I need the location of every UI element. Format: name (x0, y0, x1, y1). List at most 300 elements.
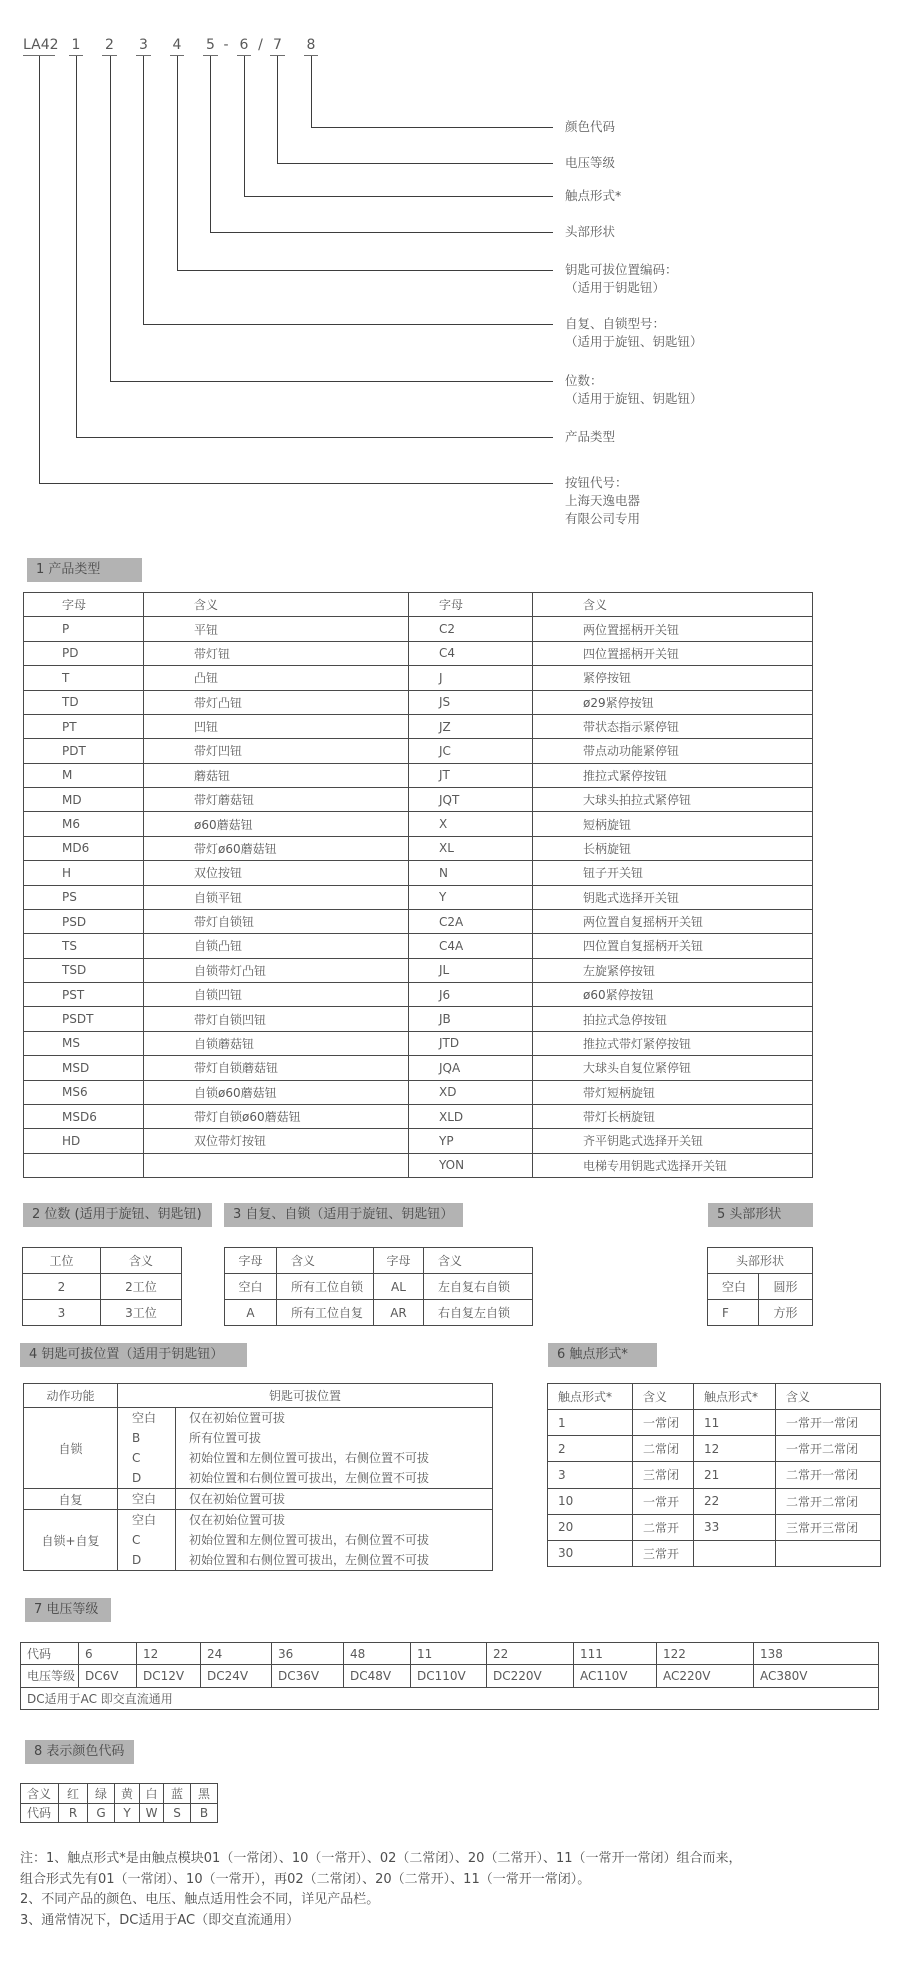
cell: Y (115, 1803, 140, 1823)
cell: JB (409, 1007, 533, 1031)
cell: 拍拉式急停按钮 (533, 1007, 813, 1031)
table-row (24, 1104, 813, 1128)
cell: M6 (24, 812, 144, 836)
cell: TS (24, 934, 144, 958)
cell: 含义 (21, 1784, 59, 1804)
cell: PSDT (24, 1007, 144, 1031)
cell: 含义 (633, 1384, 694, 1410)
table-row (24, 1153, 813, 1177)
model-code-segment: 6 (237, 36, 251, 56)
table-row (21, 1803, 218, 1823)
cell: J6 (409, 983, 533, 1007)
callout-vertical-line (244, 56, 245, 196)
cell: PD (24, 641, 144, 665)
cell: 自锁ø60蘑菇钮 (144, 1080, 409, 1104)
head-shape-table (707, 1247, 813, 1326)
callout-label-line: （适用于旋钮、钥匙钮） (565, 334, 703, 349)
cell: 138 (754, 1643, 879, 1665)
cell: 带灯自锁凹钮 (144, 1007, 409, 1031)
code-row (21, 1643, 879, 1665)
cell: T (24, 666, 144, 690)
cell: ø60蘑菇钮 (144, 812, 409, 836)
cell: DC48V (344, 1665, 411, 1687)
cell: JZ (409, 714, 533, 738)
cell: 2工位 (101, 1274, 182, 1300)
cell: AC110V (574, 1665, 657, 1687)
footnote-line: 组合形式先有01（一常闭）、10（一常开），再02（二常闭）、20（二常开）、11（一常开一常闭）。 (20, 1871, 591, 1887)
cell: G (88, 1803, 115, 1823)
key-code: C (132, 1451, 141, 1465)
cell: 红 (59, 1784, 88, 1804)
cell: 21 (694, 1462, 776, 1488)
section3-badge: 3 自复、自锁（适用于旋钮、钥匙钮） (224, 1203, 463, 1227)
cell: PST (24, 983, 144, 1007)
key-code: C (132, 1533, 141, 1547)
cell: 二常开二常闭 (776, 1488, 881, 1514)
callout-label-line: 产品类型 (565, 429, 616, 444)
cell: 齐平钥匙式选择开关钮 (533, 1129, 813, 1153)
function-block-row (24, 1489, 493, 1510)
cell: 带点动功能紧停钮 (533, 739, 813, 763)
cell: 钮子开关钮 (533, 861, 813, 885)
model-code-segment: 2 (102, 36, 117, 56)
cell: 10 (548, 1488, 633, 1514)
footnote-line: 3、通常情况下，DC适用于AC（即交直流通用） (20, 1912, 300, 1928)
callout-label-line: 有限公司专用 (565, 511, 641, 526)
cell: 代码 (21, 1643, 79, 1665)
model-code-segment: 3 (136, 36, 151, 56)
callout-label (565, 261, 678, 297)
cell: JC (409, 739, 533, 763)
cell: 含义 (424, 1248, 533, 1274)
cell: AL (374, 1274, 424, 1300)
cell (776, 1540, 881, 1566)
cell: 带灯自锁钮 (144, 909, 409, 933)
cell: 自锁凹钮 (144, 983, 409, 1007)
cell: 二常开一常闭 (776, 1462, 881, 1488)
cell: H (24, 861, 144, 885)
cell: JQT (409, 788, 533, 812)
table-row (24, 812, 813, 836)
cell: 一常闭 (633, 1410, 694, 1436)
cell: 电梯专用钥匙式选择开关钮 (533, 1153, 813, 1177)
product-type-table (23, 592, 813, 1178)
key-code: 空白 (132, 1492, 157, 1506)
key-desc: 初始位置和右侧位置可拔出，左侧位置不可拔 (189, 1553, 430, 1567)
cell: 右自复左自锁 (424, 1300, 533, 1326)
cell: 推拉式带灯紧停按钮 (533, 1031, 813, 1055)
function-block-row (24, 1408, 493, 1489)
cell: 双位带灯按钮 (144, 1129, 409, 1153)
section8-badge: 8 表示颜色代码 (25, 1740, 134, 1764)
note-row (21, 1687, 879, 1709)
model-code-segment: / (258, 37, 263, 53)
callout-horizontal-line (277, 163, 553, 164)
cell: 空白 (225, 1274, 277, 1300)
cell: 6 (79, 1643, 137, 1665)
table-row (24, 1080, 813, 1104)
cell: 黑 (191, 1784, 218, 1804)
cell (176, 1408, 493, 1489)
section2-badge: 2 位数 (适用于旋钮、钥匙钮) (23, 1203, 212, 1227)
cell: 2 (548, 1436, 633, 1462)
cell: 带灯凹钮 (144, 739, 409, 763)
cell: 自复 (24, 1489, 118, 1510)
key-desc: 初始位置和左侧位置可拔出，右侧位置不可拔 (189, 1451, 430, 1465)
cell: AC220V (657, 1665, 754, 1687)
cell: 自锁+自复 (24, 1510, 118, 1571)
model-code-segment: 7 (270, 36, 285, 56)
model-number-diagram (0, 0, 900, 545)
section6-badge: 6 触点形式* (548, 1343, 657, 1367)
callout-label-line: 位数： (565, 373, 603, 388)
cell: JL (409, 958, 533, 982)
footnote-line: 注：1、触点形式*是由触点模块01（一常闭）、10（一常开）、02（二常闭）、20（二常开）、11（一常开一常闭）组合而来， (20, 1851, 742, 1866)
callout-horizontal-line (76, 437, 553, 438)
callout-label (565, 315, 703, 351)
table-row (548, 1462, 881, 1488)
callout-label (565, 428, 615, 446)
cell: 代码 (21, 1803, 59, 1823)
header-row (24, 593, 813, 617)
callout-horizontal-line (210, 232, 553, 233)
cell: 自锁平钮 (144, 885, 409, 909)
cell: HD (24, 1129, 144, 1153)
table-row (24, 836, 813, 860)
table-row (24, 690, 813, 714)
table-row (24, 1007, 813, 1031)
cell (176, 1510, 493, 1571)
table-row (24, 714, 813, 738)
cell: 工位 (23, 1248, 101, 1274)
table-row (23, 1300, 182, 1326)
table-row (225, 1300, 533, 1326)
cell: AR (374, 1300, 424, 1326)
cell: X (409, 812, 533, 836)
callout-label-line: 钥匙可拔位置编码： (565, 262, 678, 277)
cell: 带灯自锁蘑菇钮 (144, 1056, 409, 1080)
cell: 短柄旋钮 (533, 812, 813, 836)
callout-label-line: 触点形式* (565, 188, 622, 203)
cell: TSD (24, 958, 144, 982)
cell (118, 1408, 176, 1489)
cell: 二常闭 (633, 1436, 694, 1462)
cell: 蓝 (164, 1784, 191, 1804)
cell: P (24, 617, 144, 641)
section5-badge: 5 头部形状 (708, 1203, 813, 1227)
cell (144, 1153, 409, 1177)
cell: 凹钮 (144, 714, 409, 738)
cell: 24 (201, 1643, 272, 1665)
table-row (225, 1274, 533, 1300)
cell: 大球头自复位紧停钮 (533, 1056, 813, 1080)
header-row (225, 1248, 533, 1274)
cell: 20 (548, 1514, 633, 1540)
cell: A (225, 1300, 277, 1326)
section7-badge: 7 电压等级 (25, 1598, 111, 1622)
callout-label (565, 372, 703, 408)
cell: 11 (411, 1643, 487, 1665)
table-row (548, 1410, 881, 1436)
cell: M (24, 763, 144, 787)
cell: YP (409, 1129, 533, 1153)
table-row (24, 1129, 813, 1153)
cell: 三常开三常闭 (776, 1514, 881, 1540)
cell: 48 (344, 1643, 411, 1665)
table-row (548, 1540, 881, 1566)
table-row (24, 1031, 813, 1055)
cell: 一常开一常闭 (776, 1410, 881, 1436)
cell: 凸钮 (144, 666, 409, 690)
cell: 1 (548, 1410, 633, 1436)
callout-vertical-line (143, 56, 144, 324)
cell: 方形 (759, 1300, 813, 1326)
key-desc: 仅在初始位置可拔 (189, 1411, 286, 1425)
cell: 两位置摇柄开关钮 (533, 617, 813, 641)
cell: DC36V (272, 1665, 344, 1687)
cell: AC380V (754, 1665, 879, 1687)
cell: 自锁蘑菇钮 (144, 1031, 409, 1055)
key-code: 空白 (132, 1411, 157, 1425)
cell: 2 (23, 1274, 101, 1300)
cell: 四位置摇柄开关钮 (533, 641, 813, 665)
cell: 三常闭 (633, 1462, 694, 1488)
table-row (24, 763, 813, 787)
key-code: 空白 (132, 1513, 157, 1527)
model-code-segment: 8 (304, 36, 318, 56)
cell: MSD (24, 1056, 144, 1080)
cell: 带灯ø60蘑菇钮 (144, 836, 409, 860)
cell: Y (409, 885, 533, 909)
table-row (21, 1784, 218, 1804)
callout-label (565, 187, 621, 205)
table-row (24, 983, 813, 1007)
cell: 含义 (144, 593, 409, 617)
cell: 字母 (24, 593, 144, 617)
callout-label-line: 电压等级 (565, 155, 616, 170)
footnote-line: 2、不同产品的颜色、电压、触点适用性会不同，详见产品栏。 (20, 1892, 380, 1907)
cell: 四位置自复摇柄开关钮 (533, 934, 813, 958)
cell: 电压等级 (21, 1665, 79, 1687)
callout-vertical-line (210, 56, 211, 232)
cell: F (708, 1300, 759, 1326)
cell: 111 (574, 1643, 657, 1665)
cell: N (409, 861, 533, 885)
cell: 字母 (225, 1248, 277, 1274)
cell: PS (24, 885, 144, 909)
cell (694, 1540, 776, 1566)
cell: 钥匙式选择开关钮 (533, 885, 813, 909)
cell: 含义 (277, 1248, 374, 1274)
cell: DC适用于AC 即交直流通用 (21, 1687, 879, 1709)
callout-horizontal-line (110, 381, 553, 382)
cell: ø29紧停按钮 (533, 690, 813, 714)
cell: 一常开 (633, 1488, 694, 1514)
table-row (24, 861, 813, 885)
key-removal-position-table (23, 1383, 493, 1571)
cell: 左旋紧停按钮 (533, 958, 813, 982)
cell: 大球头拍拉式紧停钮 (533, 788, 813, 812)
cell: 黄 (115, 1784, 140, 1804)
cell: 自锁 (24, 1408, 118, 1489)
cell: 30 (548, 1540, 633, 1566)
cell: MS6 (24, 1080, 144, 1104)
model-code-segment: LA42 (23, 36, 55, 56)
key-code: D (132, 1471, 142, 1485)
header-row (23, 1248, 182, 1274)
callout-horizontal-line (143, 324, 553, 325)
cell: DC220V (487, 1665, 574, 1687)
cell: 12 (137, 1643, 201, 1665)
cell: 36 (272, 1643, 344, 1665)
cell: JS (409, 690, 533, 714)
cell: DC110V (411, 1665, 487, 1687)
callout-label (565, 154, 615, 172)
table-row (548, 1436, 881, 1462)
cell: 推拉式紧停按钮 (533, 763, 813, 787)
contact-form-table (547, 1383, 881, 1567)
key-desc: 初始位置和左侧位置可拔出，右侧位置不可拔 (189, 1533, 430, 1547)
cell: 自锁凸钮 (144, 934, 409, 958)
cell: 带灯短柄旋钮 (533, 1080, 813, 1104)
cell: 动作功能 (24, 1384, 118, 1408)
cell: 左自复右自锁 (424, 1274, 533, 1300)
cell: 紧停按钮 (533, 666, 813, 690)
cell: 33 (694, 1514, 776, 1540)
table-row (708, 1300, 813, 1326)
cell: JT (409, 763, 533, 787)
cell: 钥匙可拔位置 (118, 1384, 493, 1408)
cell: 白 (140, 1784, 164, 1804)
table-row (24, 885, 813, 909)
cell: 带灯钮 (144, 641, 409, 665)
callout-label-line: （适用于旋钮、钥匙钮） (565, 391, 703, 406)
table-row (24, 641, 813, 665)
cell: 绿 (88, 1784, 115, 1804)
key-code: D (132, 1553, 142, 1567)
cell (24, 1153, 144, 1177)
model-code-segment: - (223, 37, 229, 53)
cell: ø60紧停按钮 (533, 983, 813, 1007)
callout-label-line: 按钮代号： (565, 475, 628, 490)
cell: 22 (487, 1643, 574, 1665)
callout-label-line: 上海天逸电器 (565, 493, 641, 508)
table-row (23, 1274, 182, 1300)
cell: 22 (694, 1488, 776, 1514)
key-code: B (132, 1431, 141, 1445)
cell: 平钮 (144, 617, 409, 641)
cell: 带灯凸钮 (144, 690, 409, 714)
table-row (24, 909, 813, 933)
cell: 含义 (776, 1384, 881, 1410)
function-block-row (24, 1510, 493, 1571)
cell: PSD (24, 909, 144, 933)
key-desc: 所有位置可拔 (189, 1431, 262, 1445)
cell: 带灯蘑菇钮 (144, 788, 409, 812)
cell: 圆形 (759, 1274, 813, 1300)
cell: JTD (409, 1031, 533, 1055)
callout-label (565, 223, 615, 241)
cell: 所有工位自锁 (277, 1274, 374, 1300)
cell: C4A (409, 934, 533, 958)
callout-vertical-line (39, 56, 40, 483)
table-row (24, 958, 813, 982)
table-row (548, 1488, 881, 1514)
table-row (548, 1514, 881, 1540)
cell: 触点形式* (548, 1384, 633, 1410)
header-row (24, 1384, 493, 1408)
cell: 带灯长柄旋钮 (533, 1104, 813, 1128)
callout-vertical-line (110, 56, 111, 381)
callout-horizontal-line (177, 270, 553, 271)
cell: 蘑菇钮 (144, 763, 409, 787)
callout-vertical-line (177, 56, 178, 270)
cell: 长柄旋钮 (533, 836, 813, 860)
cell (118, 1489, 176, 1510)
cell: 自锁带灯凸钮 (144, 958, 409, 982)
cell: 头部形状 (708, 1248, 813, 1274)
cell: W (140, 1803, 164, 1823)
callout-vertical-line (76, 56, 77, 437)
model-code-segment: 1 (69, 36, 83, 56)
callout-label (565, 118, 615, 136)
cell: PDT (24, 739, 144, 763)
reset-lock-table (224, 1247, 533, 1326)
callout-label-line: 头部形状 (565, 224, 616, 239)
table-row (708, 1274, 813, 1300)
table-row (24, 666, 813, 690)
cell (118, 1510, 176, 1571)
cell: 11 (694, 1410, 776, 1436)
cell: XL (409, 836, 533, 860)
cell: 触点形式* (694, 1384, 776, 1410)
cell: 122 (657, 1643, 754, 1665)
key-desc: 初始位置和右侧位置可拔出，左侧位置不可拔 (189, 1471, 430, 1485)
callout-label-line: （适用于钥匙钮） (565, 280, 666, 295)
cell: DC6V (79, 1665, 137, 1687)
cell: MS (24, 1031, 144, 1055)
cell: C2 (409, 617, 533, 641)
cell: 含义 (101, 1248, 182, 1274)
cell: XD (409, 1080, 533, 1104)
cell: 一常开二常闭 (776, 1436, 881, 1462)
cell: 所有工位自复 (277, 1300, 374, 1326)
callout-label (565, 474, 640, 528)
cell: 3 (23, 1300, 101, 1326)
header-row (548, 1384, 881, 1410)
cell: DC12V (137, 1665, 201, 1687)
callout-vertical-line (277, 56, 278, 163)
cell: 含义 (533, 593, 813, 617)
cell: 双位按钮 (144, 861, 409, 885)
callout-label-line: 颜色代码 (565, 119, 616, 134)
section1-badge: 1 产品类型 (27, 558, 142, 582)
cell: 带状态指示紧停钮 (533, 714, 813, 738)
cell: 二常开 (633, 1514, 694, 1540)
header-row (708, 1248, 813, 1274)
cell: C2A (409, 909, 533, 933)
cell: 两位置自复摇柄开关钮 (533, 909, 813, 933)
callout-horizontal-line (244, 196, 553, 197)
cell: MSD6 (24, 1104, 144, 1128)
cell: R (59, 1803, 88, 1823)
section4-badge: 4 钥匙可拔位置（适用于钥匙钮） (20, 1343, 247, 1367)
callout-label-line: 自复、自锁型号： (565, 316, 666, 331)
model-code-segment: 5 (203, 36, 218, 56)
cell: 字母 (409, 593, 533, 617)
cell: 带灯自锁ø60蘑菇钮 (144, 1104, 409, 1128)
model-code-segment: 4 (170, 36, 184, 56)
